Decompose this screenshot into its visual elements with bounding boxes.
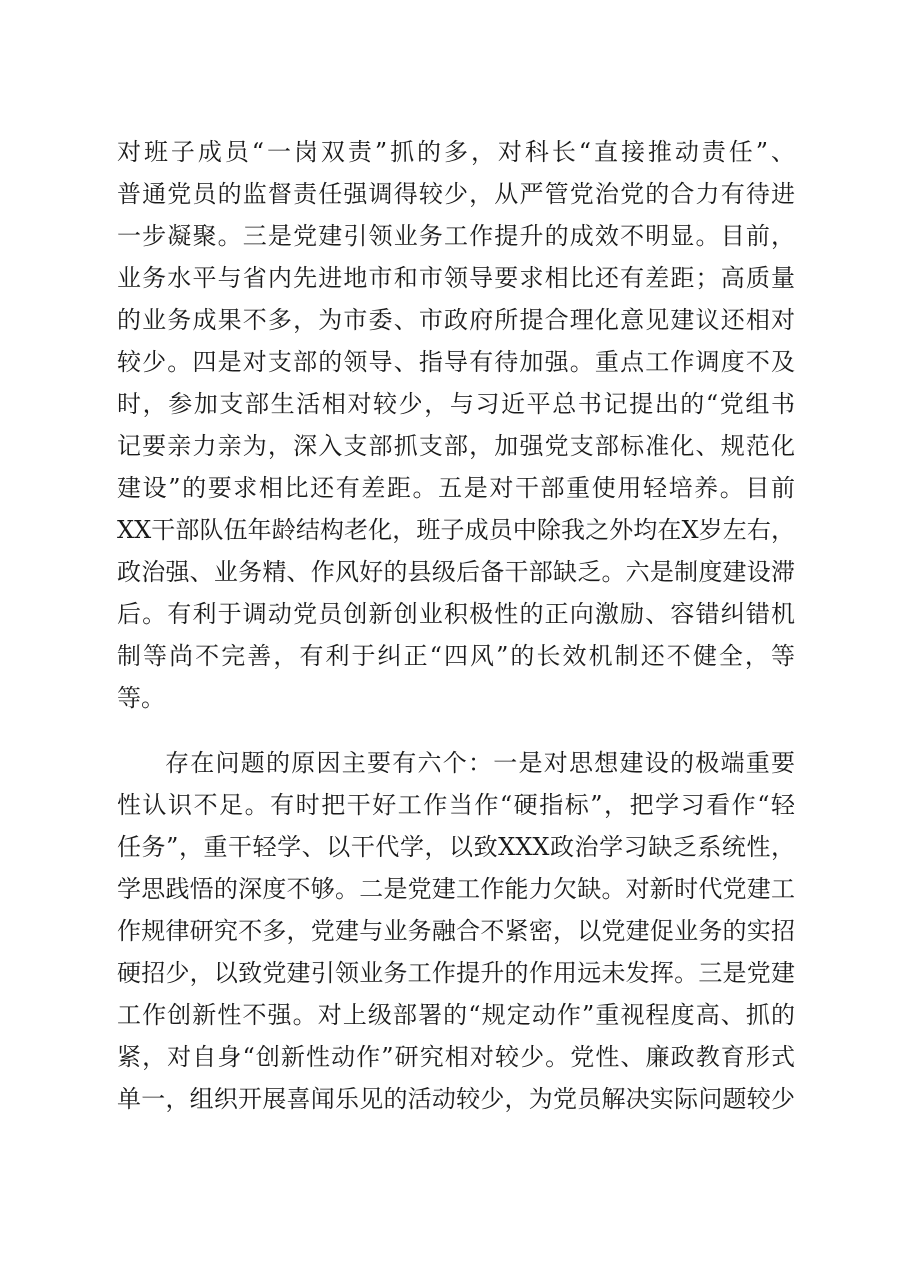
text-line: 存在问题的原因主要有六个：一是对思想建设的极端重要 [165,749,795,777]
text-line: 作规律研究不多，党建与业务融合不紧密，以党建促业务的实招 [117,917,795,945]
paragraph-causes [117,742,795,1120]
text-line: 学思践悟的深度不够。二是党建工作能力欠缺。对新时代党建工 [117,875,795,903]
paragraph-problems [117,131,795,719]
text-line: 紧，对自身“创新性动作”研究相对较少。党性、廉政教育形式 [117,1043,795,1071]
text-line: 普通党员的监督责任强调得较少，从严管党治党的合力有待进 [117,180,795,208]
text-line: 较少。四是对支部的领导、指导有待加强。重点工作调度不及 [117,348,795,376]
text-line: 性认识不足。有时把干好工作当作“硬指标”，把学习看作“轻 [117,791,795,819]
text-line: 的业务成果不多，为市委、市政府所提合理化意见建议还相对 [117,306,795,334]
text-line: XX干部队伍年龄结构老化，班子成员中除我之外均在X岁左右， [117,516,795,544]
text-line: 一步凝聚。三是党建引领业务工作提升的成效不明显。目前， [117,222,795,250]
text-line: 等。 [117,684,165,712]
text-line: 制等尚不完善，有利于纠正“四风”的长效机制还不健全，等 [117,642,795,670]
text-line: 时，参加支部生活相对较少，与习近平总书记提出的“党组书 [117,390,795,418]
text-line: 硬招少，以致党建引领业务工作提升的作用远未发挥。三是党建 [117,959,795,987]
text-line: 后。有利于调动党员创新创业积极性的正向激励、容错纠错机 [117,600,795,628]
text-line: 记要亲力亲为，深入支部抓支部，加强党支部标准化、规范化 [117,432,795,460]
text-line: 单一，组织开展喜闻乐见的活动较少，为党员解决实际问题较少 [117,1085,795,1113]
text-line: 对班子成员“一岗双责”抓的多，对科长“直接推动责任”、 [117,138,795,166]
text-line: 政治强、业务精、作风好的县级后备干部缺乏。六是制度建设滞 [117,558,795,586]
text-line: 工作创新性不强。对上级部署的“规定动作”重视程度高、抓的 [117,1001,795,1029]
text-line: 任务”，重干轻学、以干代学，以致XXX政治学习缺乏系统性， [117,833,795,861]
text-line: 建设”的要求相比还有差距。五是对干部重使用轻培养。目前 [117,474,795,502]
text-line: 业务水平与省内先进地市和市领导要求相比还有差距；高质量 [117,264,795,292]
